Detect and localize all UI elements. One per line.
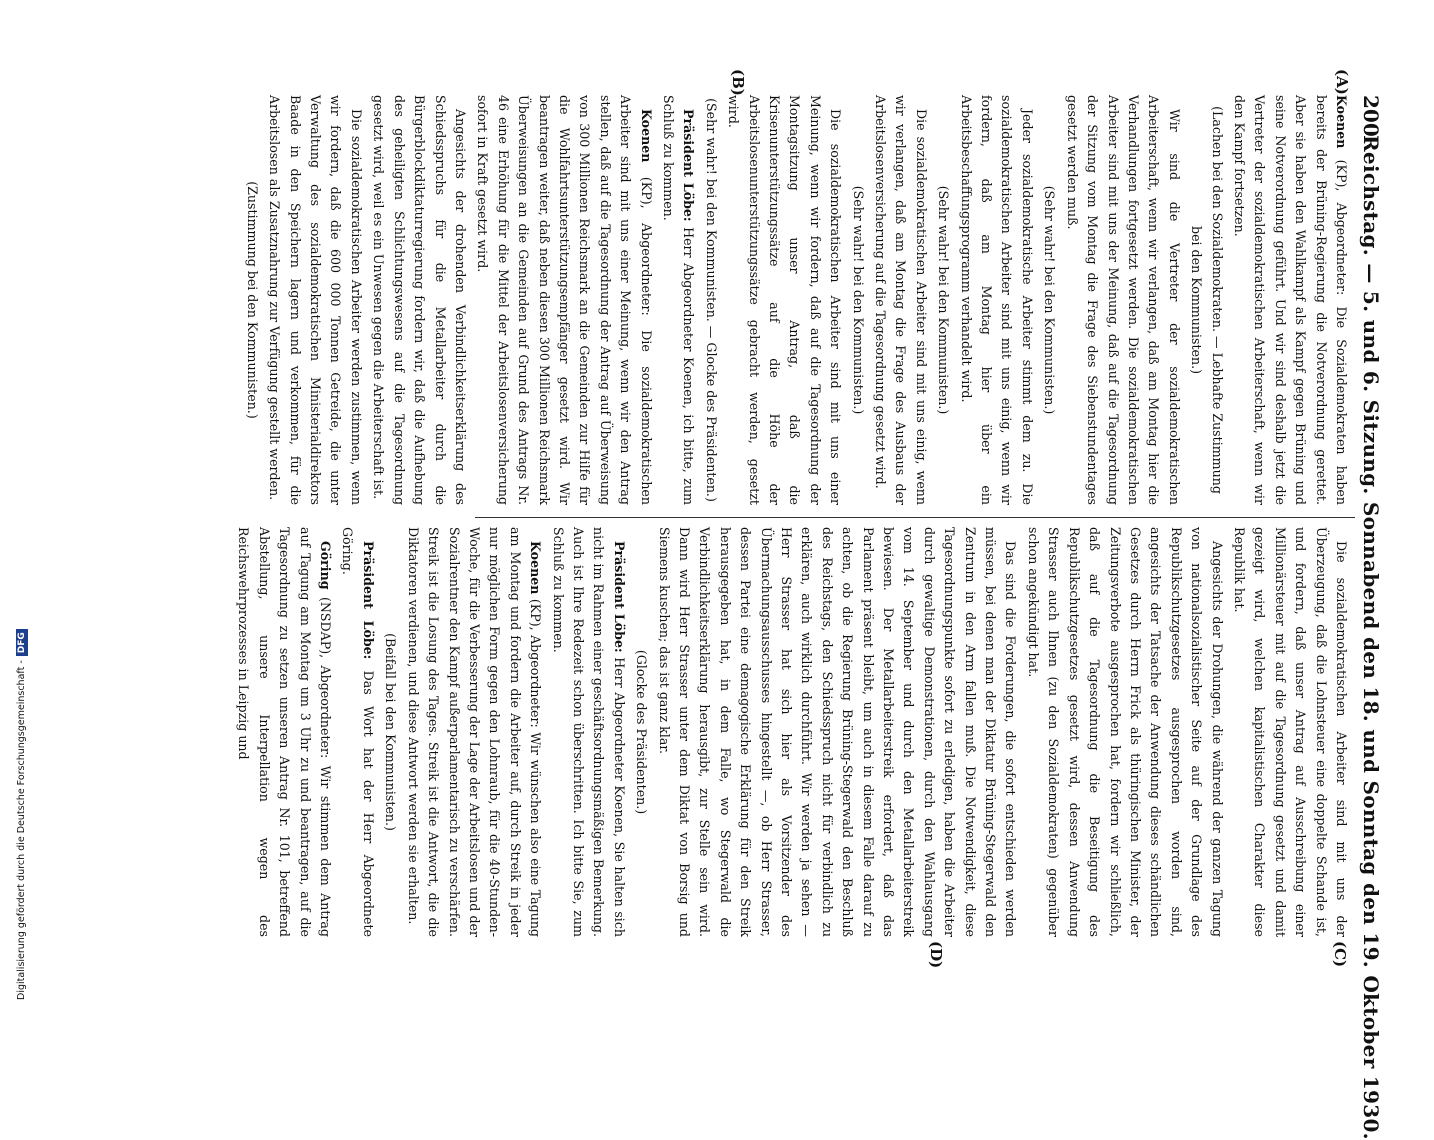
paragraph: Die sozialdemokratischen Arbeiter werden zustimmen, wenn wir fordern, daß die 600 000 Tonnen Getreide, die unter Verwaltung des sozialdemokratischen Ministerialdirektors Baade in den Speichern lagern und verkommen, für die Arbeitslosen als Zusatznahrung zur Verfügung gestellt werden.	[267, 95, 364, 505]
paragraph: Die sozialdemokratischen Arbeiter sind mit uns einer Meinung, wenn wir fordern, daß auf die Tagesordnung der Montagsitzung unser Antrag, daß die Krisenunterstützungssätze auf die Höhe der Arbeitslosenunterstützungssätze gebracht werden, gesetzt wird.	[726, 95, 844, 505]
interjection: (Sehr wahr! bei den Kommunisten.)	[850, 185, 866, 415]
paragraph: Präsident Löbe: Herr Abgeordneter Koenen, ich bitte, zum Schluß zu kommen.	[661, 95, 697, 505]
paragraph: Jeder sozialdemokratische Arbeiter stimmt dem zu. Die sozialdemokratischen Arbeiter sind mit uns einig, wenn wir fordern, daß am Montag hier über ein Arbeitsbeschaffungsprogramm verhandelt wird.	[958, 95, 1035, 505]
digitization-credit	[16, 0, 32, 1000]
margin-marker-a: (A)	[1333, 69, 1351, 95]
paragraph: Die sozialdemokratischen Arbeiter sind mit uns einig, wenn wir verlangen, daß am Montag die Frage des Ausbaus der Arbeitslosenversicherung auf die Tagesordnung gesetzt wird.	[873, 95, 929, 505]
margin-marker-c: (C)	[1331, 941, 1349, 968]
interjection: (Sehr wahr! bei den Kommunisten.)	[1042, 185, 1058, 415]
speaker-name: Präsident Löbe:	[360, 541, 376, 660]
speaker-name: Präsident Löbe:	[611, 541, 627, 653]
paragraph: Koenen (KP), Abgeordneter: Die Sozialdemokraten haben bereits der Brüning-Regierung die Notverordnung gerettet. Aber sie haben den Wahlkampf als Kampf gegen Brüning und seine Notverordnung geführt. Und wir sind deshalb jetzt die Vertreter der sozialdemokratischen Arbeiterschaft, wenn wir den Kampf fortsetzen.	[1231, 95, 1349, 505]
right-column	[231, 527, 1351, 937]
rotated-document-page	[125, 69, 1385, 1140]
running-title: Reichstag. — 5. und 6. Sitzung. Sonnabend den 18. und Sonntag den 19. Oktober 1930.	[1359, 135, 1383, 1140]
page-header	[1355, 95, 1385, 1140]
paragraph: Koenen (KP), Abgeordneter: Die sozialdemokratischen Arbeiter sind mit uns einer Meinung, wenn wir den Antrag stellen, daß auf die Tagesordnung der Antrag auf Überweisung von 300 Millionen Reichsmark an die Gemeinden zur Hilfe für die Wohlfahrtsunterstützungsempfänger gesetzt wird. Wir beantragen weiter, daß neben diesen 300 Millionen Reichsmark Überweisungen an die Gemeinden auf Grund des Antrags Nr. 46 eine Erhöhung für die Mittel der Arbeitslosenversicherung sofort in Kraft gesetzt wird.	[475, 95, 654, 505]
paragraph: Das sind die Forderungen, die sofort entschieden werden müssen, bei denen man der Diktatur Brüning-Stegerwald den Zentrum in den Arm fallen muß. Die Notwendigkeit, diese Tagesordnungspunkte sofort zu erledigen, haben die Arbeiter durch gewaltige Demonstrationen, durch den Wahlausgang vom 14. September und durch den Metallarbeiterstreik bewiesen. Der Metallarbeiterstreik erfordert, daß das Parlament präsent bleibt, um auch in diesem Falle darauf zu achten, ob die Regierung Brüning-Stegerwald den Beschluß des Reichstags, den Schiedsspruch nicht für verbindlich zu erklären, auch wirklich durchführt. Wir werden ja sehen — Herr Strasser hat sich hier als Vorsitzender des Übermachungsausschusses hingestellt —, ob Herr Strasser, dessen Partei eine demagogische Erklärung für den Streik herausgegeben hat, in dem Falle, wo Stegerwald die Verbindlichkeitserklärung herausgibt, zur Stelle sein wird. Dann wird Herr Strasser unter dem Diktat von Borsig und Siemens kuschen; das ist ganz klar.	[656, 527, 1019, 937]
paragraph: Koenen (KP), Abgeordneter: Wir wünschen also eine Tagung am Montag und fordern die Arbeiter auf, durch Streik in jeder nur möglichen Form gegen den Lohnraub, für die 40-Stunden-Woche, für die Verbesserung der Lage der Arbeitslosen und der Sozialrentner den Kampf außerparlamentarisch zu verschärfen. Streik ist die Losung des Tages. Streik ist die Antwort, die die Diktatoren verdienen, und diese Antwort werden sie erhalten.	[405, 527, 544, 937]
margin-marker-b: (B)	[729, 69, 747, 96]
speaker-name: Göring	[318, 541, 334, 590]
interjection: (Sehr wahr! bei den Kommunisten.)	[936, 185, 952, 415]
interjection: (Glocke des Präsidenten.)	[634, 649, 650, 815]
column-divider	[475, 517, 1355, 518]
paragraph: Göring (NSDAP), Abgeordneter: Wir stimmen dem Antrag auf Tagung am Montag um 3 Uhr zu und beantragen, auf die Tagesordnung zu setzen unseren Antrag Nr. 101, betreffend Abstellung, unsere Interpellation wegen des Reichswehrprozesses in Leipzig und	[236, 527, 334, 937]
speaker-name: Koenen	[528, 541, 544, 595]
interjection: (Zustimmung bei den Kommunisten.)	[244, 181, 260, 419]
interjection: (Lachen bei den Sozialdemokraten. — Lebhafte Zustimmung bei den Kommunisten.)	[1189, 106, 1225, 494]
paragraph: Präsident Löbe: Das Wort hat der Herr Abgeordnete Göring.	[340, 527, 376, 937]
interjection: (Sehr wahr! bei den Kommunisten. — Glocke des Präsidenten.)	[703, 98, 719, 502]
speaker-name: Koenen	[1334, 95, 1349, 149]
speaker-name: Koenen	[638, 109, 654, 163]
speaker-name: Präsident Löbe:	[681, 109, 697, 222]
paragraph: Angesichts der drohenden Verbindlichkeitserklärung des Schiedsspruchs für die Metallarbeiter durch die Bürgerblockdiktaturregierung fordern wir, daß die Aufhebung des geheiligten Schlichtungswesens auf die Tagesordnung gesetzt wird, weil es ein Unwesen gegen die Arbeiterschaft ist.	[371, 95, 468, 505]
margin-marker-d: (D)	[927, 941, 945, 969]
paragraph: Die sozialdemokratischen Arbeiter sind mit uns der Überzeugung, daß die Lohnsteuer eine doppelte Schande ist, und fordern, daß unser Antrag auf Ausschreibung einer Millionärsteuer mit auf die Tagesordnung gesetzt und damit gezeigt wird, welchen kapitalistischen Charakter diese Republik hat.	[1231, 527, 1349, 937]
credit-text: Digitalisierung gefördert durch die Deutsche Forschungsgemeinschaft -	[16, 660, 27, 1000]
paragraph: Präsident Löbe: Herr Abgeordneter Koenen, Sie halten sich nicht im Rahmen einer geschäftsordnungsmäßigen Bemerkung. Auch ist Ihre Redezeit schon überschritten. Ich bitte Sie, zum Schluß zu kommen.	[550, 527, 627, 937]
paragraph: Angesichts der Drohungen, die während der ganzen Tagung von nationalsozialistischer Seite auf der Grundlage des Republikschutzgesetzes ausgesprochen worden sind, angesichts der Tatsache der Anwendung dieses schändlichen Gesetzes durch Herrn Frick als thüringischen Minister, der Zeitungsverbote ausgesprochen hat, fordern wir schließlich, daß auf die Tagesordnung die Beseitigung des Republikschutzgesetzes gesetzt wird, dessen Anwendung Strasser auch Ihnen (zu den Sozialdemokraten) gegenüber schon angekündigt hat.	[1025, 527, 1225, 937]
left-column	[239, 95, 1351, 505]
dfg-logo: DFG	[16, 629, 28, 656]
paragraph: Wir sind die Vertreter der sozialdemokratischen Arbeiterschaft, wenn wir verlangen, daß am Montag hier die Verhandlungen fortgesetzt werden. Die sozialdemokratischen Arbeiter sind mit uns der Meinung, daß auf die Tagesordnung der Sitzung vom Montag die Frage des Siebenstundentages gesetzt werden muß.	[1064, 95, 1182, 505]
interjection: (Beifall bei den Kommunisten.)	[383, 633, 399, 831]
page-number: 200	[1359, 95, 1383, 137]
